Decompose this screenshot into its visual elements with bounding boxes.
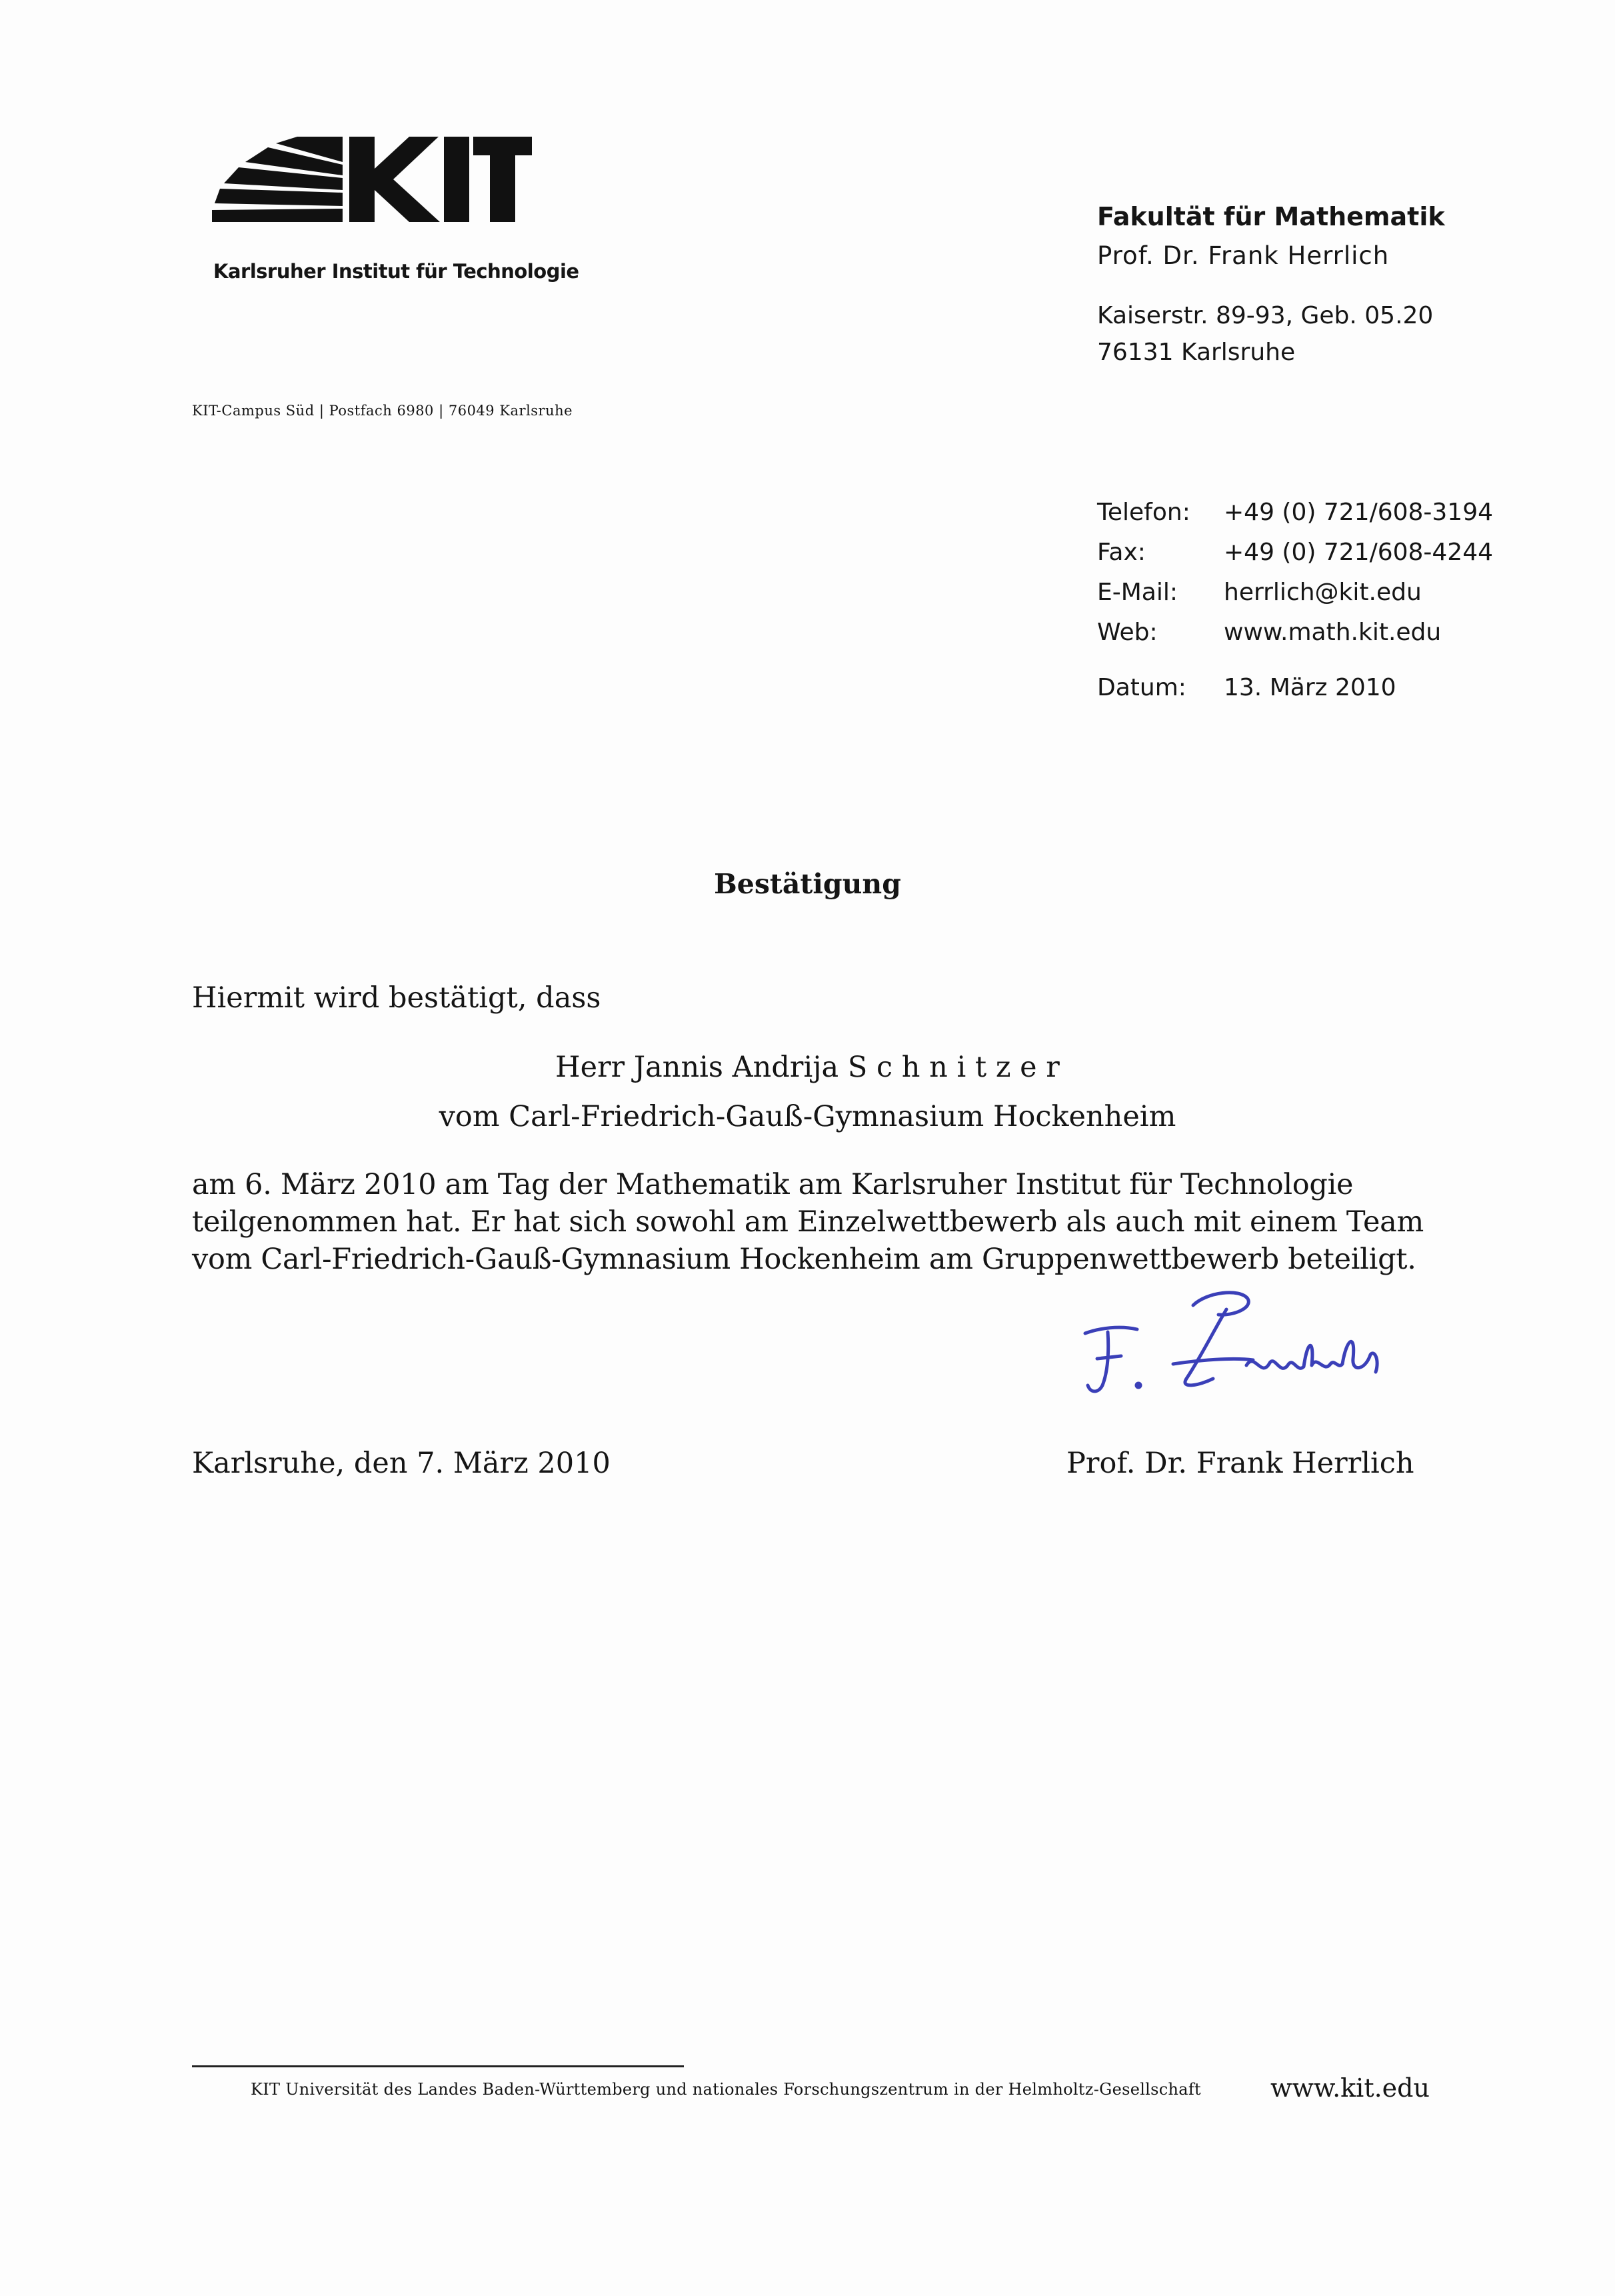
footer-divider [192,2065,684,2067]
handwritten-signature [1073,1285,1393,1412]
place-date: Karlsruhe, den 7. März 2010 [192,1447,611,1480]
web-label: Web: [1097,619,1158,646]
email-label: E-Mail: [1097,579,1178,606]
sender-street: Kaiserstr. 89-93, Geb. 05.20 [1097,302,1434,329]
faculty-name: Fakultät für Mathematik [1097,202,1445,231]
body-line: teilgenommen hat. Er hat sich sowohl am Einzelwettbewerb als auch mit einem Team [192,1205,1424,1239]
body-line: am 6. März 2010 am Tag der Mathematik am Karlsruher Institut für Technologie [192,1168,1354,1201]
letter-intro: Hiermit wird bestätigt, dass [192,981,601,1015]
web-value: www.math.kit.edu [1224,619,1442,646]
return-address: KIT-Campus Süd | Postfach 6980 | 76049 Karlsruhe [192,403,573,419]
recipient-school: vom Carl-Friedrich-Gauß-Gymnasium Hockenheim [439,1100,1176,1133]
signer-name: Prof. Dr. Frank Herrlich [1066,1447,1414,1480]
fax-value: +49 (0) 721/608-4244 [1224,539,1494,566]
body-line: vom Carl-Friedrich-Gauß-Gymnasium Hockenheim am Gruppenwettbewerb beteiligt. [192,1243,1416,1276]
fax-label: Fax: [1097,539,1146,566]
date-value: 13. März 2010 [1224,674,1396,701]
kit-logo [212,137,532,223]
email-value: herrlich@kit.edu [1224,579,1422,606]
sender-name: Prof. Dr. Frank Herrlich [1097,241,1390,270]
letter-heading: Bestätigung [714,868,901,900]
phone-value: +49 (0) 721/608-3194 [1224,499,1494,526]
footer-web: www.kit.edu [1270,2073,1430,2103]
date-label: Datum: [1097,674,1186,701]
footer-text: KIT Universität des Landes Baden-Württemberg und nationales Forschungszentrum in der Helmholtz-Gesellschaft [251,2080,1201,2099]
logo-tagline: Karlsruher Institut für Technologie [213,260,579,283]
recipient-name: Herr Jannis Andrija S c h n i t z e r [555,1051,1060,1084]
phone-label: Telefon: [1097,499,1190,526]
sender-city: 76131 Karlsruhe [1097,339,1296,366]
